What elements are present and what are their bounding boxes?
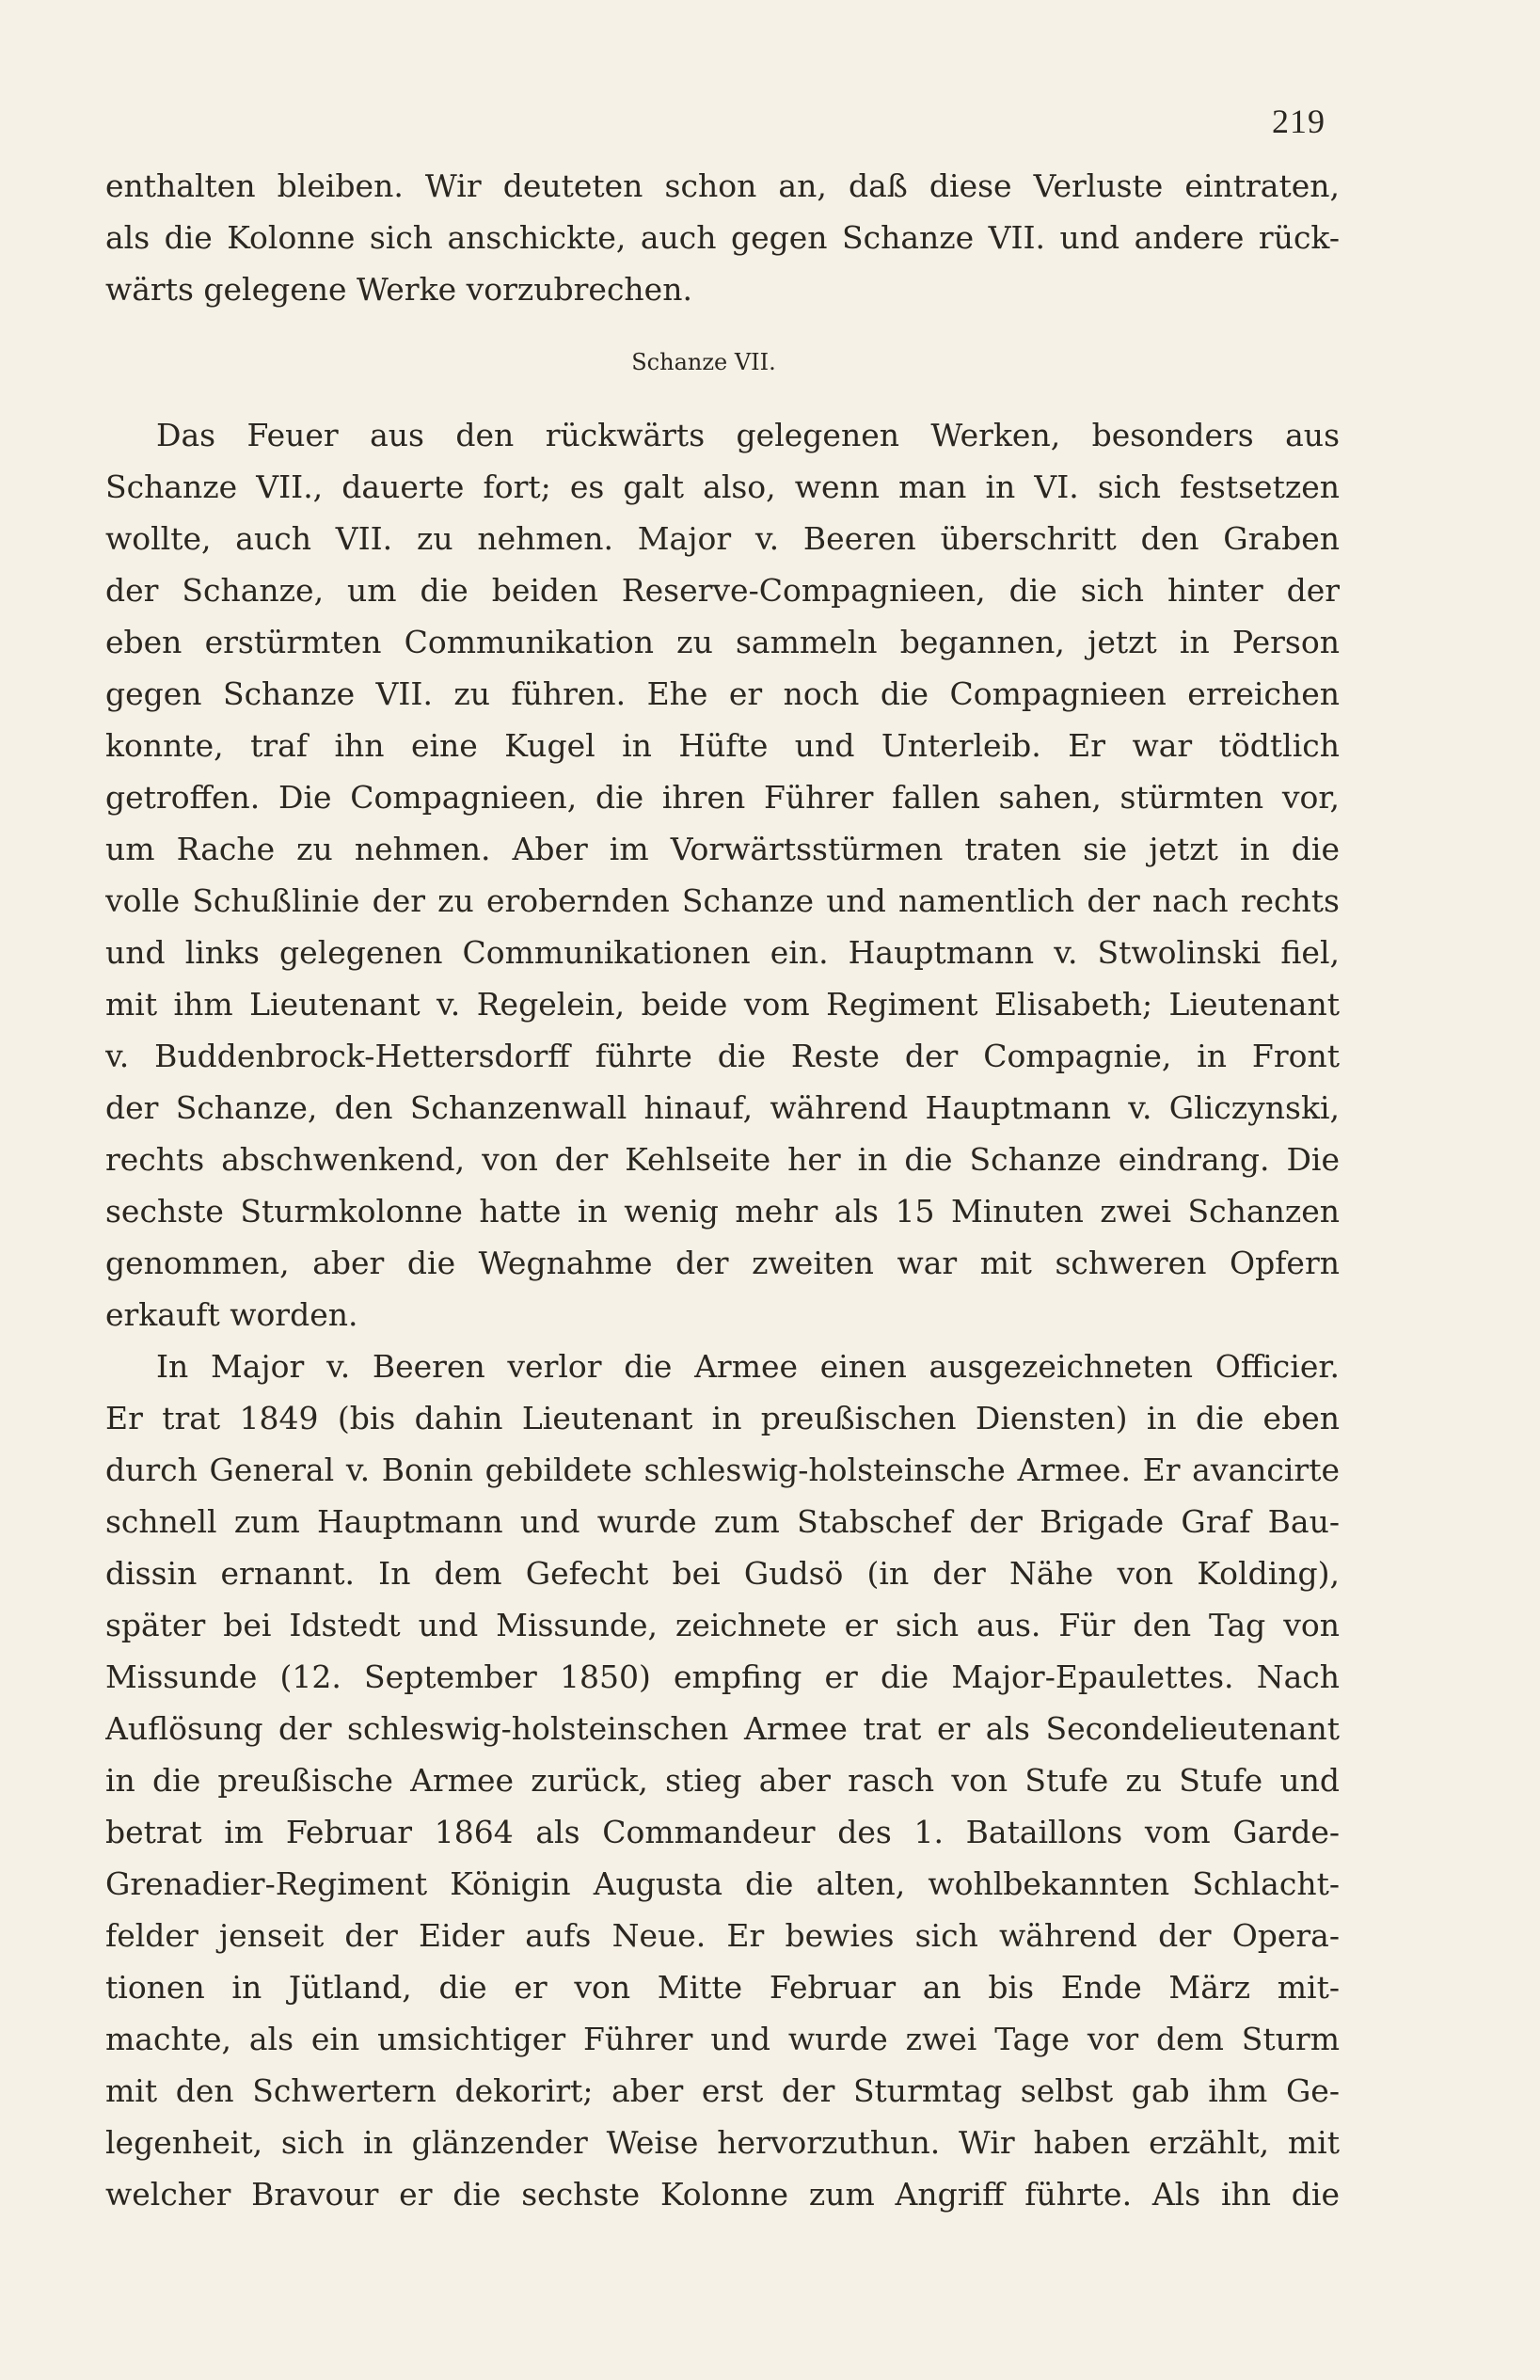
text-line: legenheit, sich in glänzender Weise hervorzuthun. Wir haben erzählt, mit [105, 2124, 1340, 2161]
text-line: genommen, aber die Wegnahme der zweiten war mit schweren Opfern [105, 1245, 1340, 1281]
text-line: Das Feuer aus den rückwärts gelegenen Werken, besonders aus [156, 417, 1340, 453]
text-line: der Schanze, den Schanzenwall hinauf, während Hauptmann v. Gliczynski, [105, 1089, 1340, 1126]
text-line: Er trat 1849 (bis dahin Lieutenant in preußischen Diensten) in die eben [105, 1400, 1340, 1436]
page-number: 219 [1272, 103, 1326, 140]
text-line: Schanze VII., dauerte fort; es galt also, wenn man in VI. sich festsetzen [105, 468, 1340, 505]
paragraph-major-beeren [105, 1341, 1340, 2220]
text-line: tionen in Jütland, die er von Mitte Februar an bis Ende März mit- [105, 1969, 1340, 2006]
text-line: um Rache zu nehmen. Aber im Vorwärtsstürmen traten sie jetzt in die [105, 831, 1340, 867]
text-line: und links gelegenen Communikationen ein. Hauptmann v. Stwolinski fiel, [105, 934, 1340, 971]
text-line: welcher Bravour er die sechste Kolonne zum Angriff führte. Als ihn die [105, 2176, 1340, 2213]
text-line: machte, als ein umsichtiger Führer und wurde zwei Tage vor dem Sturm [105, 2021, 1340, 2057]
text-line: gegen Schanze VII. zu führen. Ehe er noch die Compagnieen erreichen [105, 675, 1340, 712]
page-body [105, 160, 1340, 2220]
text-line: mit ihm Lieutenant v. Regelein, beide vom Regiment Elisabeth; Lieutenant [105, 986, 1340, 1023]
text-line: wollte, auch VII. zu nehmen. Major v. Beeren überschritt den Graben [105, 520, 1340, 557]
text-line: eben erstürmten Communikation zu sammeln begannen, jetzt in Person [105, 624, 1340, 660]
text-line: der Schanze, um die beiden Reserve-Compagnieen, die sich hinter der [105, 572, 1340, 609]
text-line: als die Kolonne sich anschickte, auch gegen Schanze VII. und andere rück- [105, 219, 1340, 256]
text-line: Auflösung der schleswig-holsteinschen Armee trat er als Secondelieutenant [105, 1710, 1340, 1747]
text-line: mit den Schwertern dekorirt; aber erst der Sturmtag selbst gab ihm Ge- [105, 2072, 1340, 2109]
section-heading: Schanze VII. [631, 349, 776, 375]
text-line: volle Schußlinie der zu erobernden Schanze und namentlich der nach rechts [105, 882, 1340, 919]
intro-paragraph [105, 160, 1340, 315]
text-line: sechste Sturmkolonne hatte in wenig mehr als 15 Minuten zwei Schanzen [105, 1193, 1340, 1230]
text-line: durch General v. Bonin gebildete schleswig-holsteinsche Armee. Er avancirte [105, 1452, 1340, 1488]
text-line: wärts gelegene Werke vorzubrechen. [105, 271, 692, 308]
text-line: Missunde (12. September 1850) empfing er die Major-Epaulettes. Nach [105, 1658, 1340, 1695]
text-line: enthalten bleiben. Wir deuteten schon an, daß diese Verluste eintraten, [105, 167, 1340, 204]
text-line: dissin ernannt. In dem Gefecht bei Gudsö (in der Nähe von Kolding), [105, 1555, 1340, 1592]
text-line: Grenadier-Regiment Königin Augusta die alten, wohlbekannten Schlacht- [105, 1865, 1340, 1902]
text-line: felder jenseit der Eider aufs Neue. Er bewies sich während der Opera- [105, 1917, 1340, 1954]
text-line: v. Buddenbrock-Hettersdorff führte die Reste der Compagnie, in Front [105, 1038, 1340, 1074]
text-line: In Major v. Beeren verlor die Armee einen ausgezeichneten Officier. [156, 1348, 1340, 1385]
text-line: in die preußische Armee zurück, stieg aber rasch von Stufe zu Stufe und [105, 1762, 1340, 1799]
text-line: getroffen. Die Compagnieen, die ihren Führer fallen sahen, stürmten vor, [105, 779, 1340, 816]
text-line: betrat im Februar 1864 als Commandeur des 1. Bataillons vom Garde- [105, 1814, 1340, 1850]
text-line: später bei Idstedt und Missunde, zeichnete er sich aus. Für den Tag von [105, 1607, 1340, 1643]
text-line: rechts abschwenkend, von der Kehlseite her in die Schanze eindrang. Die [105, 1141, 1340, 1178]
text-line: schnell zum Hauptmann und wurde zum Stabschef der Brigade Graf Bau- [105, 1503, 1340, 1540]
text-line: erkauft worden. [105, 1296, 358, 1333]
text-line: konnte, traf ihn eine Kugel in Hüfte und Unterleib. Er war tödtlich [105, 727, 1340, 764]
paragraph-schanze-vii [105, 409, 1340, 1341]
